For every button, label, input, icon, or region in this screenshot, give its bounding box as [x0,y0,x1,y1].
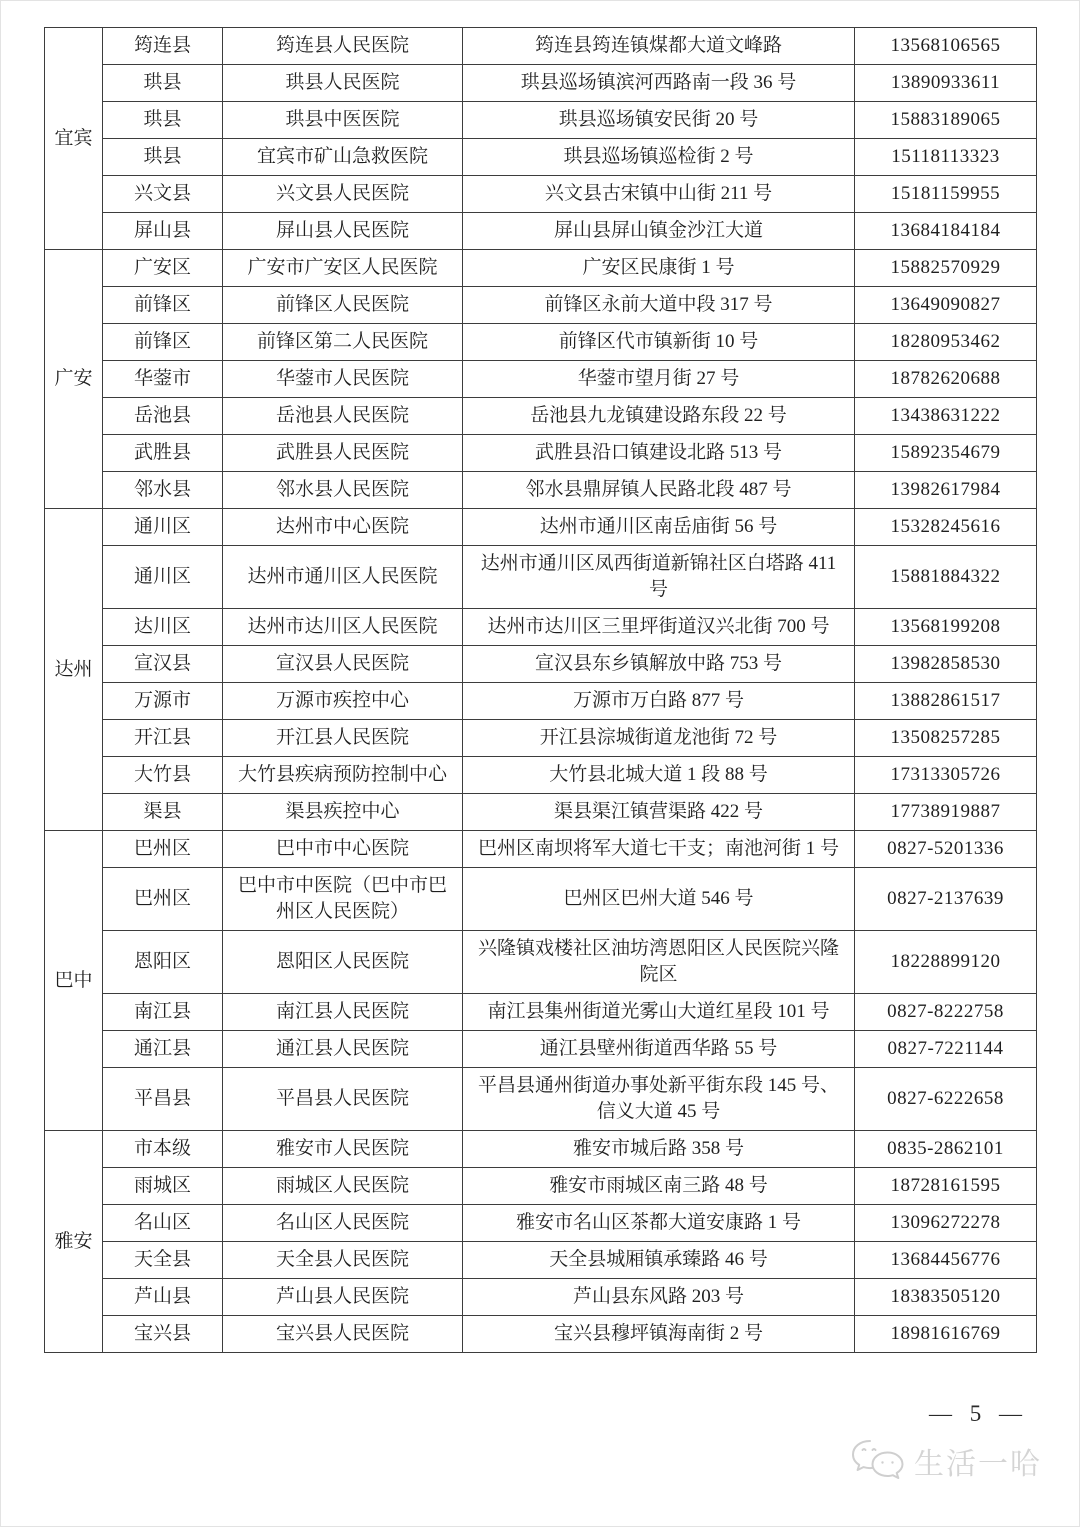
phone-cell: 15883189065 [855,102,1037,139]
phone-cell: 18228899120 [855,931,1037,994]
address-cell: 平昌县通州街道办事处新平街东段 145 号、信义大道 45 号 [463,1068,855,1131]
table-row [45,757,1037,794]
district-cell: 大竹县 [103,757,223,794]
facility-cell: 邻水县人民医院 [223,472,463,509]
table-row [45,931,1037,994]
table-row [45,102,1037,139]
phone-cell: 13684456776 [855,1242,1037,1279]
phone-cell: 0835-2862101 [855,1131,1037,1168]
phone-cell: 17738919887 [855,794,1037,831]
table-row [45,472,1037,509]
facility-cell: 恩阳区人民医院 [223,931,463,994]
district-cell: 广安区 [103,250,223,287]
table-row [45,646,1037,683]
address-cell: 南江县集州街道光雾山大道红星段 101 号 [463,994,855,1031]
district-cell: 通川区 [103,509,223,546]
table-row [45,65,1037,102]
watermark [850,1438,1042,1484]
district-cell: 珙县 [103,139,223,176]
address-cell: 筠连县筠连镇煤都大道文峰路 [463,28,855,65]
table-row [45,176,1037,213]
district-cell: 前锋区 [103,324,223,361]
district-cell: 通江县 [103,1031,223,1068]
address-cell: 达州市达川区三里坪街道汉兴北街 700 号 [463,609,855,646]
district-cell: 芦山县 [103,1279,223,1316]
address-cell: 雅安市雨城区南三路 48 号 [463,1168,855,1205]
district-cell: 前锋区 [103,287,223,324]
phone-cell: 13982617984 [855,472,1037,509]
table-row [45,1168,1037,1205]
facility-cell: 巴中市中医院（巴中市巴州区人民医院） [223,868,463,931]
facility-cell: 屏山县人民医院 [223,213,463,250]
address-cell: 达州市通川区南岳庙街 56 号 [463,509,855,546]
address-cell: 屏山县屏山镇金沙江大道 [463,213,855,250]
address-cell: 兴文县古宋镇中山街 211 号 [463,176,855,213]
table-row [45,794,1037,831]
table-row [45,831,1037,868]
facility-cell: 万源市疾控中心 [223,683,463,720]
address-cell: 通江县壁州街道西华路 55 号 [463,1031,855,1068]
district-cell: 岳池县 [103,398,223,435]
address-cell: 珙县巡场镇滨河西路南一段 36 号 [463,65,855,102]
table-row [45,720,1037,757]
phone-cell: 0827-6222658 [855,1068,1037,1131]
facility-cell: 达州市中心医院 [223,509,463,546]
facility-cell: 珙县人民医院 [223,65,463,102]
phone-cell: 13890933611 [855,65,1037,102]
address-cell: 华蓥市望月街 27 号 [463,361,855,398]
facility-cell: 平昌县人民医院 [223,1068,463,1131]
district-cell: 珙县 [103,102,223,139]
table-row [45,324,1037,361]
phone-cell: 18981616769 [855,1316,1037,1353]
phone-cell: 0827-5201336 [855,831,1037,868]
address-cell: 天全县城厢镇承臻路 46 号 [463,1242,855,1279]
facility-cell: 达州市通川区人民医院 [223,546,463,609]
address-cell: 雅安市城后路 358 号 [463,1131,855,1168]
district-cell: 恩阳区 [103,931,223,994]
phone-cell: 13649090827 [855,287,1037,324]
table-row [45,683,1037,720]
district-cell: 珙县 [103,65,223,102]
district-cell: 平昌县 [103,1068,223,1131]
facility-cell: 天全县人民医院 [223,1242,463,1279]
district-cell: 邻水县 [103,472,223,509]
facility-cell: 筠连县人民医院 [223,28,463,65]
address-cell: 雅安市名山区茶都大道安康路 1 号 [463,1205,855,1242]
phone-cell: 0827-8222758 [855,994,1037,1031]
facility-cell: 兴文县人民医院 [223,176,463,213]
address-cell: 万源市万白路 877 号 [463,683,855,720]
phone-cell: 0827-7221144 [855,1031,1037,1068]
phone-cell: 15181159955 [855,176,1037,213]
phone-cell: 13568199208 [855,609,1037,646]
phone-cell: 13684184184 [855,213,1037,250]
facility-cell: 华蓥市人民医院 [223,361,463,398]
facility-cell: 通江县人民医院 [223,1031,463,1068]
table-row [45,509,1037,546]
table-row [45,213,1037,250]
address-cell: 宣汉县东乡镇解放中路 753 号 [463,646,855,683]
table-row [45,398,1037,435]
phone-cell: 15881884322 [855,546,1037,609]
facility-cell: 武胜县人民医院 [223,435,463,472]
city-cell: 宜宾 [45,28,103,250]
address-cell: 广安区民康街 1 号 [463,250,855,287]
address-cell: 大竹县北城大道 1 段 88 号 [463,757,855,794]
table-row [45,361,1037,398]
facility-cell: 巴中市中心医院 [223,831,463,868]
address-cell: 开江县淙城街道龙池街 72 号 [463,720,855,757]
table-row [45,139,1037,176]
district-cell: 巴州区 [103,831,223,868]
table-row [45,994,1037,1031]
table-row [45,1131,1037,1168]
phone-cell: 13568106565 [855,28,1037,65]
facility-cell: 宜宾市矿山急救医院 [223,139,463,176]
facility-cell: 开江县人民医院 [223,720,463,757]
district-cell: 筠连县 [103,28,223,65]
address-cell: 前锋区永前大道中段 317 号 [463,287,855,324]
phone-cell: 13096272278 [855,1205,1037,1242]
table-row [45,609,1037,646]
table-row [45,868,1037,931]
district-cell: 天全县 [103,1242,223,1279]
facility-cell: 珙县中医医院 [223,102,463,139]
district-cell: 达川区 [103,609,223,646]
table-row [45,1279,1037,1316]
address-cell: 巴州区巴州大道 546 号 [463,868,855,931]
facility-cell: 广安市广安区人民医院 [223,250,463,287]
facility-cell: 岳池县人民医院 [223,398,463,435]
district-cell: 华蓥市 [103,361,223,398]
phone-cell: 15328245616 [855,509,1037,546]
address-cell: 岳池县九龙镇建设路东段 22 号 [463,398,855,435]
table-row [45,287,1037,324]
facility-cell: 宣汉县人民医院 [223,646,463,683]
district-cell: 巴州区 [103,868,223,931]
phone-cell: 13882861517 [855,683,1037,720]
address-cell: 邻水县鼎屏镇人民路北段 487 号 [463,472,855,509]
facility-cell: 宝兴县人民医院 [223,1316,463,1353]
district-cell: 通川区 [103,546,223,609]
page-number: — 5 — [929,1401,1028,1426]
district-cell: 兴文县 [103,176,223,213]
phone-cell: 18280953462 [855,324,1037,361]
address-cell: 珙县巡场镇安民街 20 号 [463,102,855,139]
phone-cell: 13508257285 [855,720,1037,757]
facility-cell: 大竹县疾病预防控制中心 [223,757,463,794]
facility-cell: 芦山县人民医院 [223,1279,463,1316]
address-cell: 兴隆镇戏楼社区油坊湾恩阳区人民医院兴隆院区 [463,931,855,994]
facility-cell: 雨城区人民医院 [223,1168,463,1205]
address-cell: 珙县巡场镇巡检街 2 号 [463,139,855,176]
district-cell: 开江县 [103,720,223,757]
facility-cell: 雅安市人民医院 [223,1131,463,1168]
table-row [45,1031,1037,1068]
district-cell: 宝兴县 [103,1316,223,1353]
hospital-table [44,27,1037,1353]
district-cell: 万源市 [103,683,223,720]
facility-cell: 名山区人民医院 [223,1205,463,1242]
table-row [45,250,1037,287]
table-row [45,28,1037,65]
city-cell: 雅安 [45,1131,103,1353]
district-cell: 宣汉县 [103,646,223,683]
address-cell: 渠县渠江镇营渠路 422 号 [463,794,855,831]
facility-cell: 南江县人民医院 [223,994,463,1031]
phone-cell: 15882570929 [855,250,1037,287]
phone-cell: 15892354679 [855,435,1037,472]
table-row [45,1316,1037,1353]
district-cell: 南江县 [103,994,223,1031]
district-cell: 市本级 [103,1131,223,1168]
phone-cell: 17313305726 [855,757,1037,794]
watermark-text: 生活一哈 [914,1448,1042,1481]
phone-cell: 15118113323 [855,139,1037,176]
address-cell: 宝兴县穆坪镇海南街 2 号 [463,1316,855,1353]
district-cell: 渠县 [103,794,223,831]
table-row [45,1068,1037,1131]
address-cell: 达州市通川区凤西街道新锦社区白塔路 411 号 [463,546,855,609]
facility-cell: 前锋区第二人民医院 [223,324,463,361]
table-row [45,546,1037,609]
wechat-bubbles-icon [850,1438,906,1484]
facility-cell: 前锋区人民医院 [223,287,463,324]
district-cell: 武胜县 [103,435,223,472]
table-row [45,1242,1037,1279]
facility-cell: 渠县疾控中心 [223,794,463,831]
facility-cell: 达州市达川区人民医院 [223,609,463,646]
city-cell: 广安 [45,250,103,509]
district-cell: 屏山县 [103,213,223,250]
address-cell: 芦山县东风路 203 号 [463,1279,855,1316]
phone-cell: 18383505120 [855,1279,1037,1316]
address-cell: 武胜县沿口镇建设北路 513 号 [463,435,855,472]
address-cell: 巴州区南坝将军大道七干支；南池河街 1 号 [463,831,855,868]
phone-cell: 18728161595 [855,1168,1037,1205]
district-cell: 雨城区 [103,1168,223,1205]
phone-cell: 13982858530 [855,646,1037,683]
hospital-table-body [45,28,1037,1353]
district-cell: 名山区 [103,1205,223,1242]
address-cell: 前锋区代市镇新街 10 号 [463,324,855,361]
city-cell: 巴中 [45,831,103,1131]
city-cell: 达州 [45,509,103,831]
table-row [45,1205,1037,1242]
phone-cell: 13438631222 [855,398,1037,435]
table-row [45,435,1037,472]
phone-cell: 18782620688 [855,361,1037,398]
phone-cell: 0827-2137639 [855,868,1037,931]
